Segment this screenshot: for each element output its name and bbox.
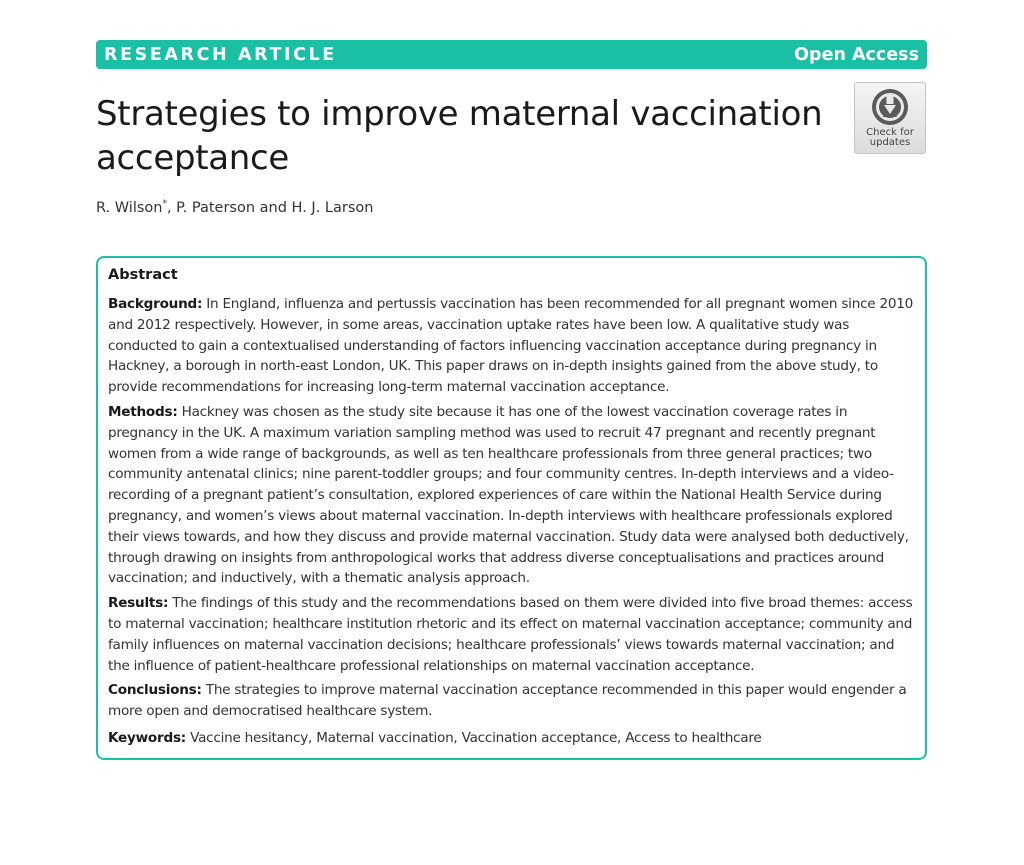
results-label: Results: [108, 595, 169, 612]
abstract-background [108, 294, 916, 398]
open-access-label: Open Access [794, 44, 919, 65]
conclusions-label: Conclusions: [108, 682, 202, 699]
check-for-updates-icon [870, 87, 910, 127]
badge-line-1: Check for [866, 127, 914, 138]
author-list [96, 199, 373, 216]
badge-line-2: updates [869, 137, 911, 148]
article-type-label: RESEARCH ARTICLE [104, 44, 337, 65]
abstract-keywords [108, 728, 916, 749]
methods-text: Hackney was chosen as the study site because it has one of the lowest vaccination coverage rates in pregnancy in the UK. A maximum variation sampling method was used to recruit 47 pregnant and recently pregnant women from a wide range of backgrounds, as well as ten healthcare professionals from three general practices; two community antenatal clinics; nine parent-toddler groups; and four community centres. In-depth interviews and a video-recording of a pregnant patient’s consultation, explored experiences of care within the National Health Service during pregnancy, and women’s views about maternal vaccination. In-depth interviews with healthcare professionals explored their views towards, and how they discuss and provide maternal vaccination. Study data were analysed both deductively, through drawing on insights from anthropological works that address diverse conceptualisations and practices around vaccination; and inductively, with a thematic analysis approach. [108, 403, 909, 587]
keywords-text: Vaccine hesitancy, Maternal vaccination, Vaccination acceptance, Access to healthcare [190, 729, 762, 746]
article-title: Strategies to improve maternal vaccination acceptance [96, 94, 823, 178]
background-label: Background: [108, 296, 203, 312]
background-text: In England, influenza and pertussis vaccination has been recommended for all pregnant women since 2010 and 2012 respectively. However, in some areas, vaccination uptake rates have been low. A qualitative study was conducted to gain a contextualised understanding of factors influencing vaccination acceptance during pregnancy in Hackney, a borough in north-east London, UK. This paper draws on in-depth insights gained from the above study, to provide recommendations for increasing long-term maternal vaccination acceptance. [108, 296, 914, 396]
abstract-heading: Abstract [108, 267, 178, 283]
abstract-box [96, 256, 927, 760]
author-rest: , P. Paterson and H. J. Larson [166, 199, 374, 216]
article-type-banner [96, 40, 927, 69]
results-text: The findings of this study and the recommendations based on them were divided into five broad themes: access to maternal vaccination; healthcare institution rhetoric and its effect on maternal vaccination acceptance; community and family influences on maternal vaccination decisions; healthcare professionals’ views towards maternal vaccination; and the influence of patient-healthcare professional relationships on maternal vaccination acceptance. [108, 595, 913, 674]
keywords-label: Keywords: [108, 729, 186, 746]
author-first: R. Wilson [96, 199, 163, 216]
abstract-results [108, 593, 916, 676]
abstract-conclusions [108, 680, 916, 722]
corresponding-author-mark: * [162, 199, 167, 209]
conclusions-text: The strategies to improve maternal vaccination acceptance recommended in this paper would engender a more open and democratised healthcare system. [108, 682, 907, 720]
check-for-updates-button[interactable] [854, 82, 926, 154]
methods-label: Methods: [108, 403, 178, 420]
abstract-methods [108, 402, 916, 589]
check-for-updates-text [866, 128, 914, 148]
